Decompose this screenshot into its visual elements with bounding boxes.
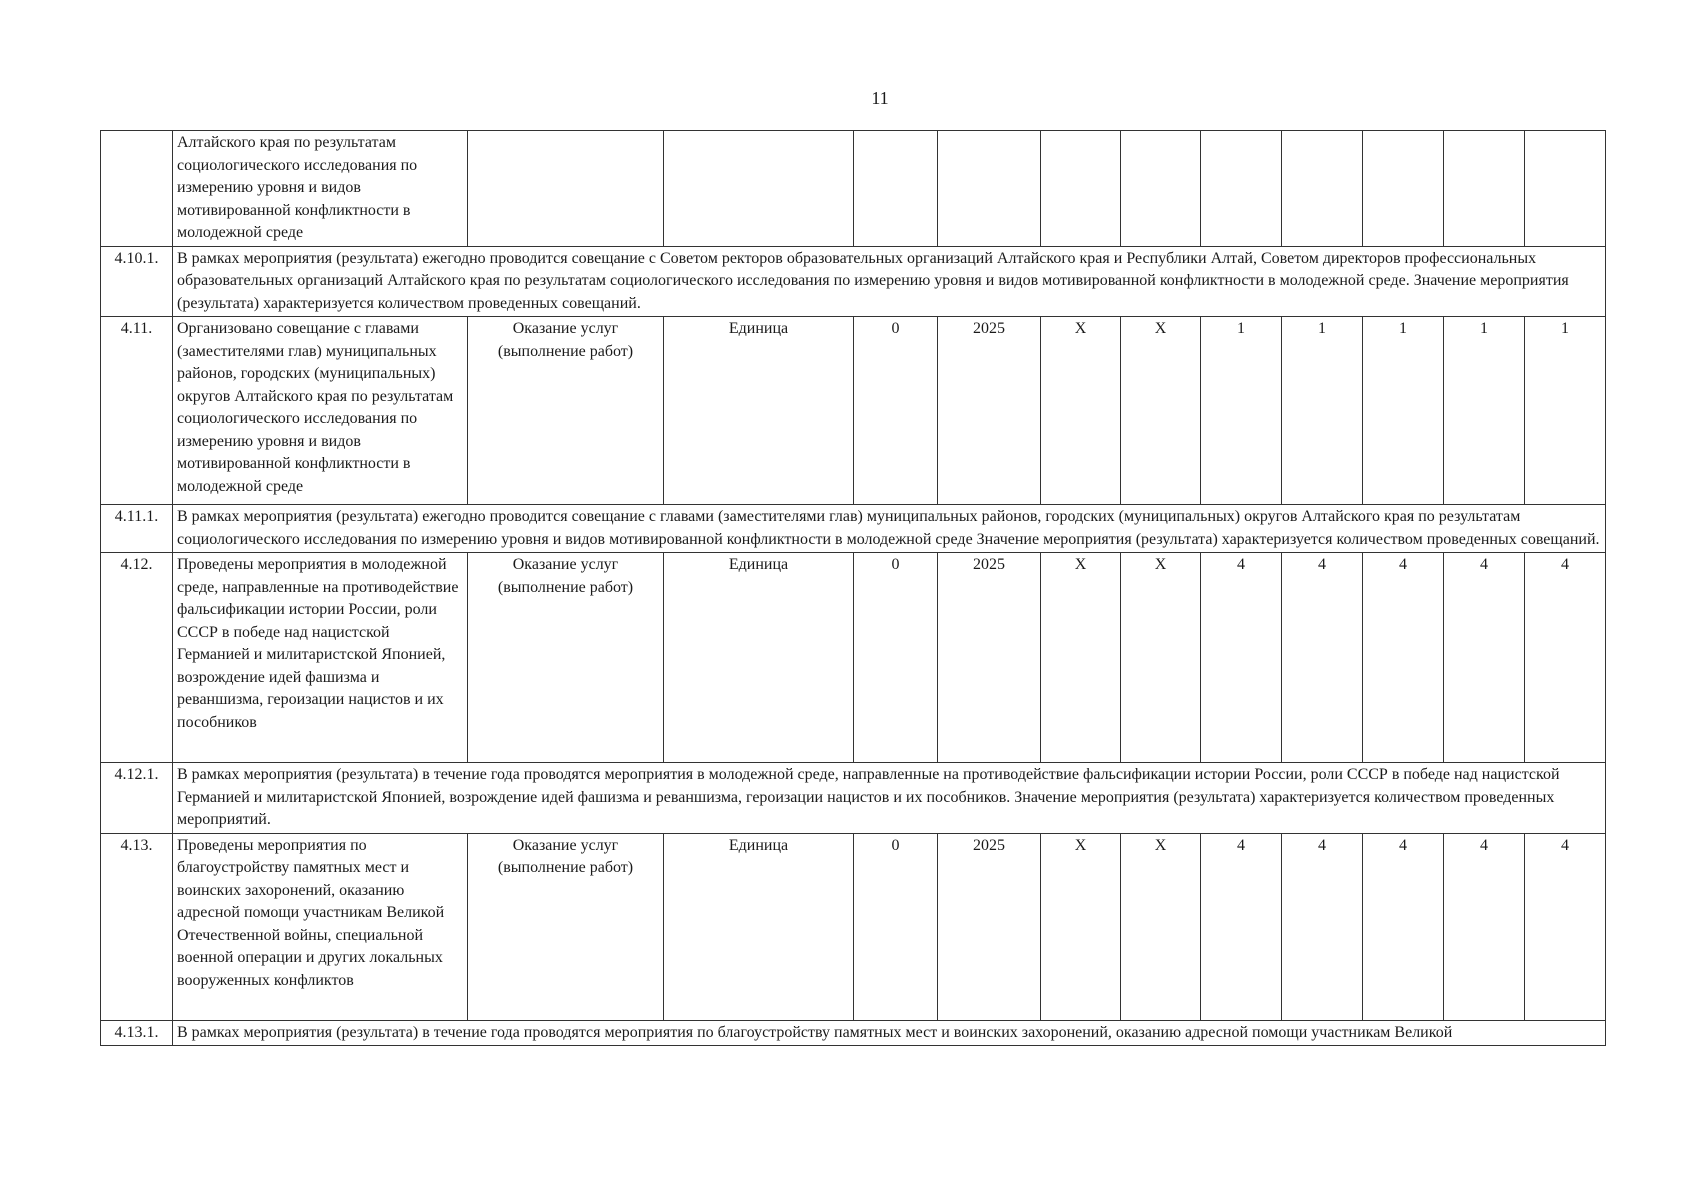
value-cell: [1444, 131, 1525, 247]
year-cell: [938, 131, 1041, 247]
value-cell: X: [1121, 833, 1201, 1020]
table-row: [101, 505, 1606, 553]
result-name-cell: Организовано совещание с главами (заместителями глав) муниципальных районов, городских (муниципальных) округов Алтайского края по результатам социологического исследования по измерению уровня и видов мотивированной конфликтности в молодежной среде: [173, 317, 468, 505]
result-name-cell: Алтайского края по результатам социологического исследования по измерению уровня и видов мотивированной конфликтности в молодежной среде: [173, 131, 468, 247]
year-cell: 2025: [938, 317, 1041, 505]
row-number-cell: 4.13.: [101, 833, 173, 1020]
value-cell: 1: [1201, 317, 1282, 505]
row-number-cell: 4.11.1.: [101, 505, 173, 553]
page-number: 11: [871, 88, 889, 108]
value-cell: 4: [1201, 833, 1282, 1020]
base-value-cell: 0: [854, 833, 938, 1020]
value-cell: 4: [1363, 833, 1444, 1020]
unit-cell: Единица: [664, 833, 854, 1020]
table-row: [101, 131, 1606, 247]
description-cell: В рамках мероприятия (результата) в течение года проводятся мероприятия по благоустройству памятных мест и воинских захоронений, оказанию адресной помощи участникам Великой: [173, 1020, 1606, 1046]
row-number-cell: 4.12.: [101, 553, 173, 763]
value-cell: 1: [1444, 317, 1525, 505]
result-type-cell: [468, 131, 664, 247]
year-cell: 2025: [938, 833, 1041, 1020]
value-cell: X: [1121, 553, 1201, 763]
value-cell: X: [1041, 833, 1121, 1020]
value-cell: X: [1121, 317, 1201, 505]
row-number-cell: 4.11.: [101, 317, 173, 505]
value-cell: X: [1041, 317, 1121, 505]
row-number-cell: 4.12.1.: [101, 763, 173, 834]
result-type-cell: Оказание услуг (выполнение работ): [468, 833, 664, 1020]
table-row: [101, 246, 1606, 317]
value-cell: [1363, 131, 1444, 247]
table-row: [101, 763, 1606, 834]
description-cell: В рамках мероприятия (результата) ежегодно проводится совещание с главами (заместителями глав) муниципальных районов, городских (муниципальных) округов Алтайского края по результатам социологического исследования по измерению уровня и видов мотивированной конфликтности в молодежной среде Значение мероприятия (результата) характеризуется количеством проведенных совещаний.: [173, 505, 1606, 553]
row-number-cell: 4.13.1.: [101, 1020, 173, 1046]
row-number-cell: 4.10.1.: [101, 246, 173, 317]
value-cell: 4: [1282, 833, 1363, 1020]
base-value-cell: [854, 131, 938, 247]
value-cell: 4: [1525, 553, 1606, 763]
value-cell: [1525, 131, 1606, 247]
value-cell: 4: [1201, 553, 1282, 763]
table-row: [101, 553, 1606, 763]
result-name-cell: Проведены мероприятия по благоустройству памятных мест и воинских захоронений, оказанию адресной помощи участникам Великой Отечественной войны, специальной военной операции и других локальных вооруженных конфликтов: [173, 833, 468, 1020]
base-value-cell: 0: [854, 317, 938, 505]
result-type-cell: Оказание услуг (выполнение работ): [468, 317, 664, 505]
result-type-cell: Оказание услуг (выполнение работ): [468, 553, 664, 763]
value-cell: 4: [1525, 833, 1606, 1020]
results-table: [100, 130, 1606, 1046]
description-cell: В рамках мероприятия (результата) в течение года проводятся мероприятия в молодежной среде, направленные на противодействие фальсификации истории России, роли СССР в победе над нацистской Германией и милитаристской Японией, возрождение идей фашизма и реваншизма, героизации нацистов и их пособников. Значение мероприятия (результата) характеризуется количеством проведенных мероприятий.: [173, 763, 1606, 834]
value-cell: 4: [1444, 833, 1525, 1020]
table-row: [101, 317, 1606, 505]
value-cell: 1: [1282, 317, 1363, 505]
unit-cell: [664, 131, 854, 247]
unit-cell: Единица: [664, 553, 854, 763]
unit-cell: Единица: [664, 317, 854, 505]
value-cell: 1: [1363, 317, 1444, 505]
table-row: [101, 833, 1606, 1020]
value-cell: [1041, 131, 1121, 247]
value-cell: 4: [1444, 553, 1525, 763]
description-cell: В рамках мероприятия (результата) ежегодно проводится совещание с Советом ректоров образовательных организаций Алтайского края и Республики Алтай, Советом директоров профессиональных образовательных организаций Алтайского края по результатам социологического исследования по измерению уровня и видов мотивированной конфликтности в молодежной среде. Значение мероприятия (результата) характеризуется количеством проведенных совещаний.: [173, 246, 1606, 317]
result-name-cell: Проведены мероприятия в молодежной среде, направленные на противодействие фальсификации истории России, роли СССР в победе над нацистской Германией и милитаристской Японией, возрождение идей фашизма и реваншизма, героизации нацистов и их пособников: [173, 553, 468, 763]
table-row: [101, 1020, 1606, 1046]
value-cell: 4: [1363, 553, 1444, 763]
year-cell: 2025: [938, 553, 1041, 763]
value-cell: [1282, 131, 1363, 247]
row-number-cell: [101, 131, 173, 247]
base-value-cell: 0: [854, 553, 938, 763]
value-cell: X: [1041, 553, 1121, 763]
value-cell: [1201, 131, 1282, 247]
value-cell: [1121, 131, 1201, 247]
value-cell: 4: [1282, 553, 1363, 763]
value-cell: 1: [1525, 317, 1606, 505]
